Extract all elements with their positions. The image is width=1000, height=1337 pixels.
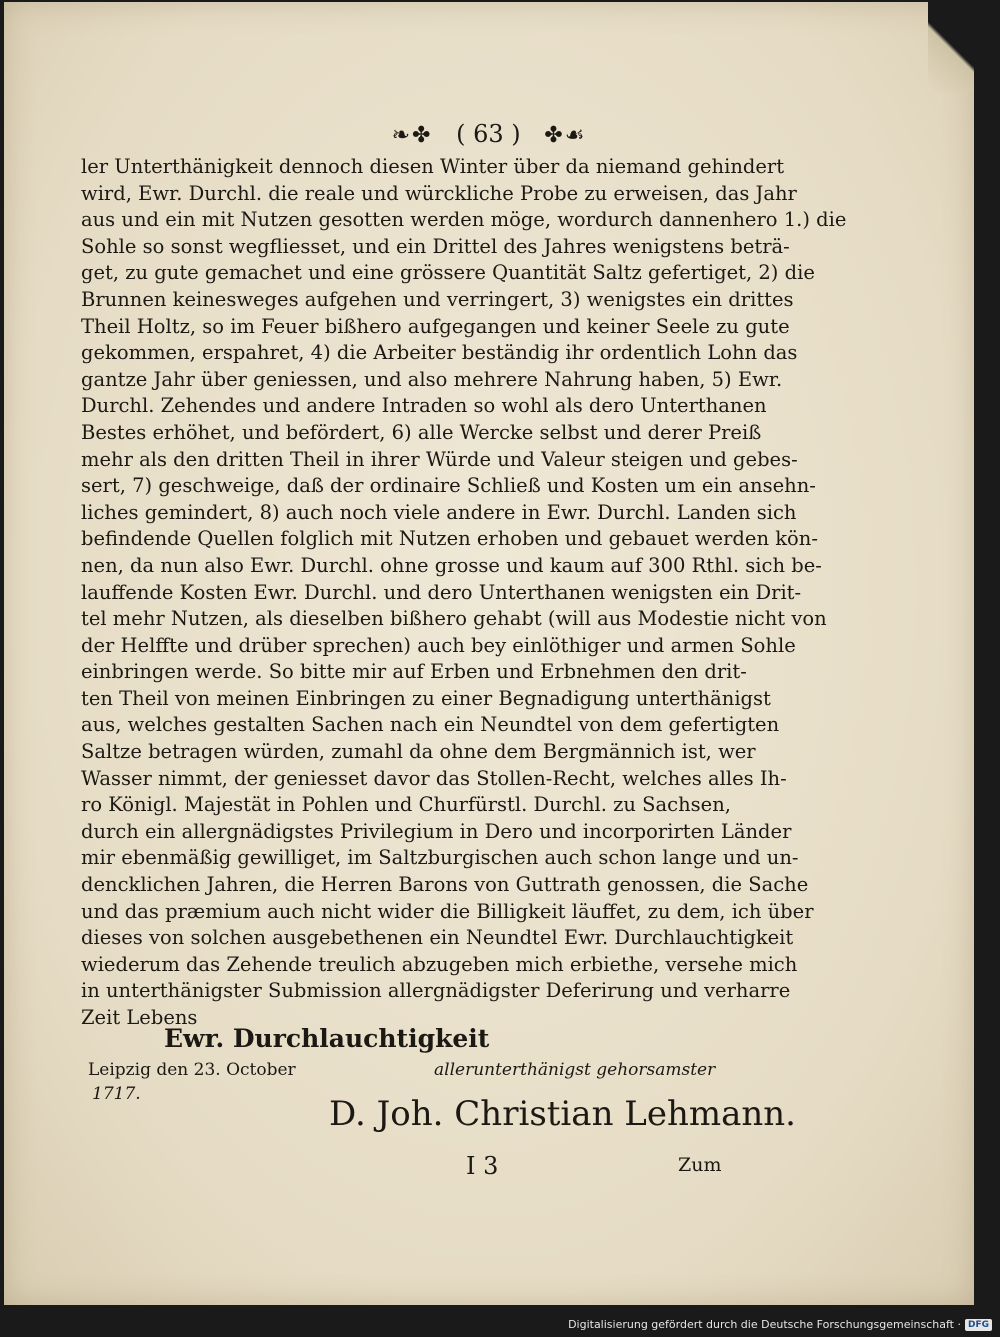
text-line: durch ein allergnädigstes Privilegium in Dero und incorporirten Länder	[81, 819, 792, 843]
text-line: und das præmium auch nicht wider die Billigkeit läuffet, zu dem, ich über	[81, 899, 814, 923]
text-line: nen, da nun also Ewr. Durchl. ohne grosse und kaum auf 300 Rthl. sich be-	[81, 553, 822, 577]
text-line: wird, Ewr. Durchl. die reale und würckliche Probe zu erweisen, das Jahr	[81, 181, 797, 205]
signature: D. Joh. Christian Lehmann.	[329, 1094, 796, 1134]
text-line: Bestes erhöhet, und befördert, 6) alle Wercke selbst und derer Preiß	[81, 420, 762, 444]
text-line: lauffende Kosten Ewr. Durchl. und dero Unterthanen wenigsten ein Drit-	[81, 580, 802, 604]
document-page	[4, 2, 974, 1305]
right-ornament-icon: ✤☙	[544, 123, 587, 148]
left-ornament-icon: ❧✤	[391, 123, 433, 148]
text-line: Brunnen keinesweges aufgehen und verringert, 3) wenigstes ein drittes	[81, 287, 794, 311]
text-line: befindende Quellen folglich mit Nutzen erhoben und gebauet werden kön-	[81, 527, 818, 551]
text-line: ten Theil von meinen Einbringen zu einer Begnadigung unterthänigst	[81, 686, 771, 710]
text-line: liches gemindert, 8) auch noch viele andere in Ewr. Durchl. Landen sich	[81, 500, 797, 524]
text-line: mir ebenmäßig gewilliget, im Saltzburgischen auch schon lange und un-	[81, 846, 799, 870]
closing-formula: allerunterthänigst gehorsamster	[434, 1060, 716, 1080]
text-line: dieses von solchen ausgebethenen ein Neundtel Ewr. Durchlauchtigkeit	[81, 926, 794, 950]
catchword: Zum	[678, 1154, 722, 1176]
salutation: Ewr. Durchlauchtigkeit	[164, 1024, 490, 1053]
text-line: Zeit Lebens	[81, 1006, 198, 1029]
text-line: ler Unterthänigkeit dennoch diesen Winter über da niemand gehindert	[81, 155, 785, 178]
text-line: mehr als den dritten Theil in ihrer Würde und Valeur steigen und gebes-	[81, 447, 798, 471]
text-line: Theil Holtz, so im Feuer bißhero aufgegangen und keiner Seele zu gute	[81, 314, 790, 338]
footer-text: Digitalisierung gefördert durch die Deutsche Forschungsgemeinschaft ·	[568, 1318, 961, 1331]
signature-mark: I 3	[466, 1152, 499, 1180]
text-line: in unterthänigster Submission allergnädigster Deferirung und verharre	[81, 979, 791, 1003]
text-line: sert, 7) geschweige, daß der ordinaire Schließ und Kosten um ein ansehn-	[81, 474, 816, 498]
text-line: get, zu gute gemachet und eine grössere Quantität Saltz gefertiget, 2) die	[81, 261, 815, 285]
text-line: gekommen, erspahret, 4) die Arbeiter beständig ihr ordentlich Lohn das	[81, 341, 798, 365]
body-text	[81, 154, 847, 1032]
text-line: dencklichen Jahren, die Herren Barons von Guttrath genossen, die Sache	[81, 873, 809, 897]
text-line: aus, welches gestalten Sachen nach ein Neundtel von dem gefertigten	[81, 713, 780, 737]
dfg-logo: DFG	[965, 1319, 992, 1331]
text-line: tel mehr Nutzen, als dieselben bißhero gehabt (will aus Modestie nicht von	[81, 607, 827, 631]
text-line: gantze Jahr über geniessen, und also mehrere Nahrung haben, 5) Ewr.	[81, 367, 783, 391]
footer-credit	[568, 1318, 992, 1331]
text-line: Sohle so sonst wegfliesset, und ein Drittel des Jahres wenigstens beträ-	[81, 234, 790, 258]
text-line: Durchl. Zehendes und andere Intraden so wohl als dero Unterthanen	[81, 394, 767, 418]
page-corner-fold	[928, 2, 974, 92]
text-line: aus und ein mit Nutzen gesotten werden möge, wordurch dannenhero 1.) die	[81, 208, 847, 232]
year: 1717.	[92, 1084, 141, 1104]
text-line: einbringen werde. So bitte mir auf Erben und Erbnehmen den drit-	[81, 660, 747, 684]
place-date: Leipzig den 23. October	[88, 1060, 296, 1080]
text-line: Saltze betragen würden, zumahl da ohne dem Bergmännich ist, wer	[81, 740, 756, 764]
text-line: ro Königl. Majestät in Pohlen und Churfürstl. Durchl. zu Sachsen,	[81, 793, 731, 817]
text-line: der Helffte und drüber sprechen) auch bey einlöthiger und armen Sohle	[81, 633, 796, 657]
text-line: wiederum das Zehende treulich abzugeben mich erbiethe, versehe mich	[81, 952, 798, 976]
page-header	[4, 120, 974, 148]
page-number: ( 63 )	[456, 120, 521, 148]
text-line: Wasser nimmt, der geniesset davor das Stollen-Recht, welches alles Ih-	[81, 766, 787, 790]
